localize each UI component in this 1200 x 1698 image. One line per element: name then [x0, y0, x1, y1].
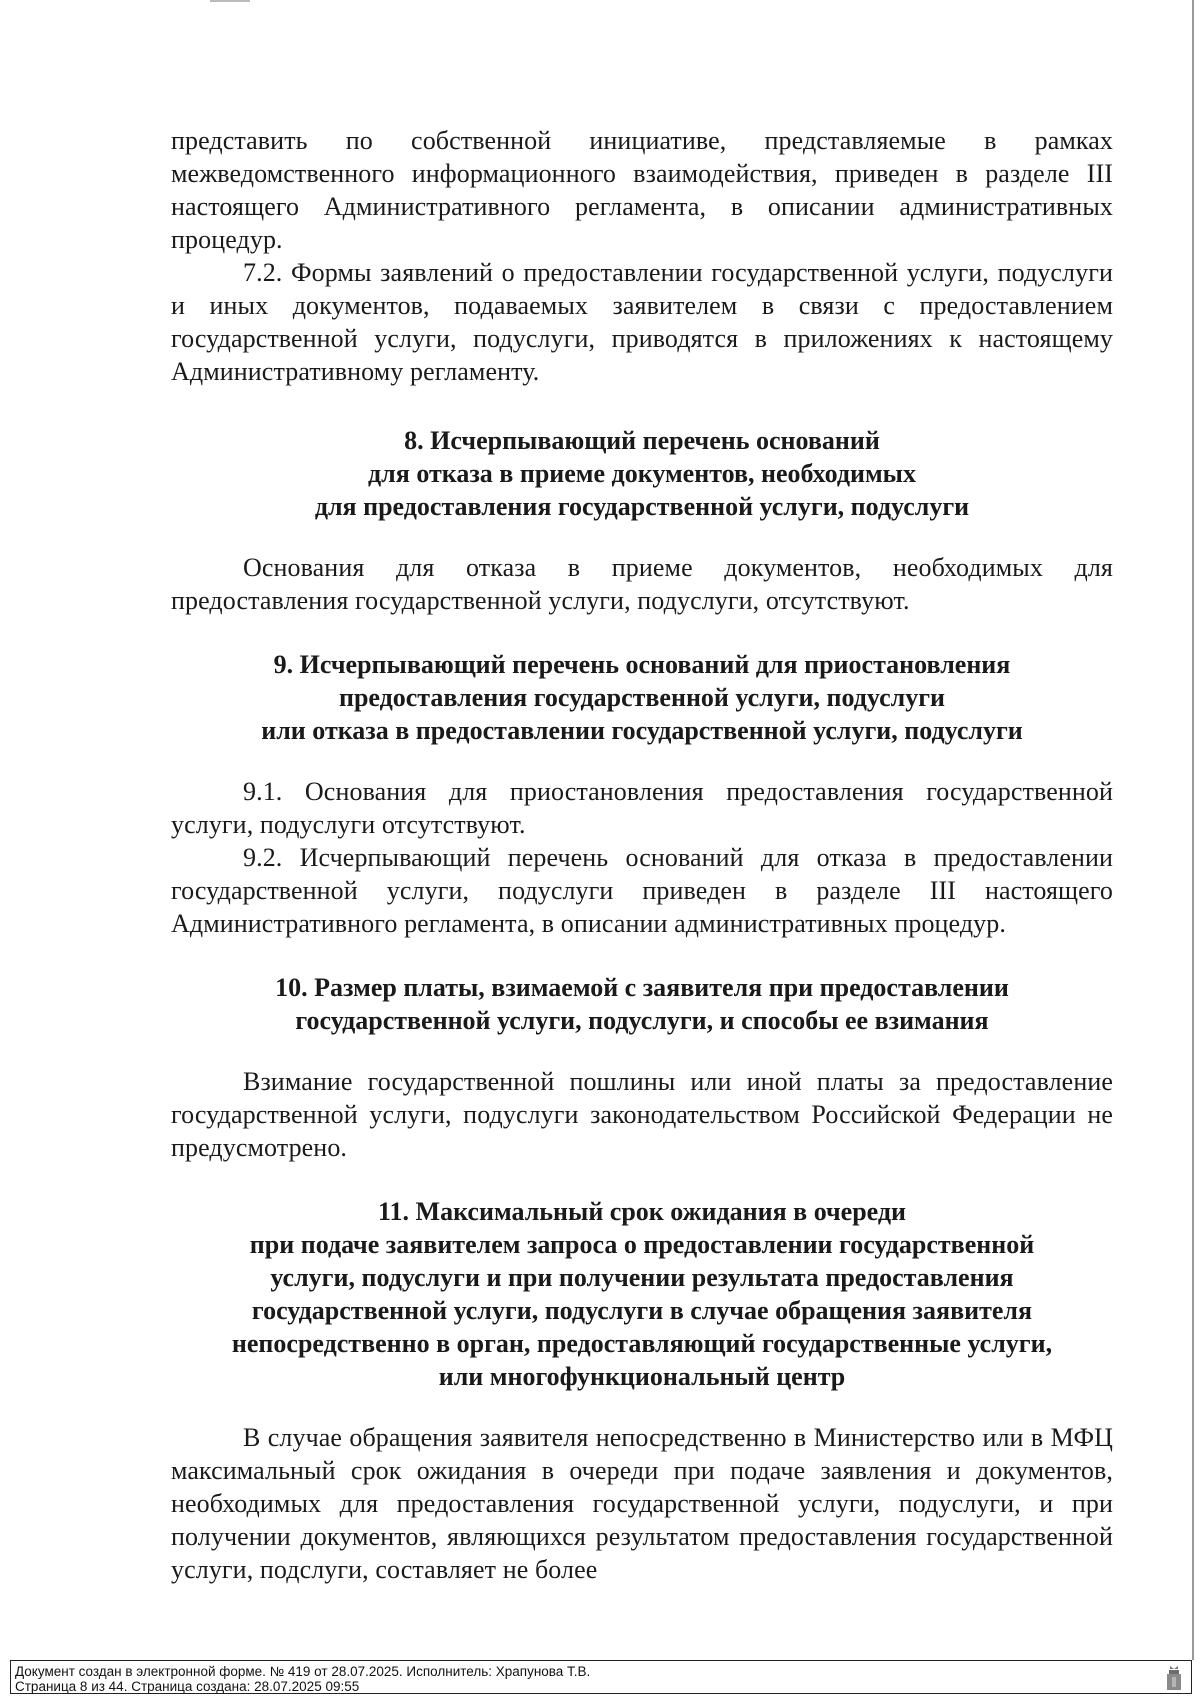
emblem-icon [1165, 1665, 1183, 1691]
section-11-paragraph: В случае обращения заявителя непосредственно в Министерство или в МФЦ максимальный срок ожидания в очереди при подаче заявления и документов, необходимых для предоставления государственной услуги, подуслуги, и при получении документов, являющихся результатом предоставления государственной услуги, подслуги, составляет не более [171, 1423, 1113, 1584]
heading-line: государственной услуги, подуслуги, и способы ее взимания [295, 1006, 989, 1035]
section-11-heading [171, 1195, 1113, 1393]
heading-line: услуги, подуслуги и при получении результата предоставления [270, 1263, 1014, 1292]
section-8-heading [171, 424, 1113, 523]
heading-line: предоставления государственной услуги, подуслуги [338, 683, 946, 712]
paragraph-continuation: представить по собственной инициативе, представляемые в рамках межведомственного информационного взаимодействия, приведен в разделе III настоящего Административного регламента, в описании административных процедур. [171, 126, 1113, 254]
heading-line: или многофункциональный центр [438, 1362, 846, 1391]
section-9-heading [171, 648, 1113, 747]
heading-line: 9. Исчерпывающий перечень оснований для приостановления [273, 650, 1011, 679]
section-10-heading [171, 971, 1113, 1037]
document-footer [10, 1660, 1192, 1694]
heading-line: для отказа в приеме документов, необходимых [368, 459, 916, 488]
heading-line: 8. Исчерпывающий перечень оснований [404, 426, 880, 455]
heading-line: государственной услуги, подуслуги в случае обращения заявителя [251, 1296, 1033, 1325]
footer-line-2: Страница 8 из 44. Страница создана: 28.07.2025 09:55 [15, 1679, 360, 1694]
paragraph-9-1: 9.1. Основания для приостановления предоставления государственной услуги, подуслуги отсутствуют. [171, 777, 1113, 839]
scan-edge-right [1192, 0, 1194, 1660]
heading-line: при подаче заявителем запроса о предоставлении государственной [249, 1230, 1035, 1259]
heading-line: 10. Размер платы, взимаемой с заявителя при предоставлении [275, 973, 1009, 1002]
scan-edge-top [210, 0, 250, 2]
paragraph-7-2: 7.2. Формы заявлений о предоставлении государственной услуги, подуслуги и иных документов, подаваемых заявителем в связи с предоставлением государственной услуги, подуслуги, приводятся в приложениях к настоящему Административному регламенту. [171, 258, 1113, 386]
section-8-paragraph: Основания для отказа в приеме документов, необходимых для предоставления государственной услуги, подуслуги, отсутствуют. [171, 553, 1113, 615]
paragraph-9-2: 9.2. Исчерпывающий перечень оснований для отказа в предоставлении государственной услуги, подуслуги приведен в разделе III настоящего Административного регламента, в описании административных процедур. [171, 843, 1113, 938]
heading-line: или отказа в предоставлении государственной услуги, подуслуги [261, 716, 1023, 745]
heading-line: для предоставления государственной услуги, подуслуги [314, 492, 970, 521]
heading-line: 11. Максимальный срок ожидания в очереди [377, 1197, 907, 1226]
footer-line-1: Документ создан в электронной форме. № 419 от 28.07.2025. Исполнитель: Храпунова Т.В. [15, 1664, 591, 1679]
heading-line: непосредственно в орган, предоставляющий государственные услуги, [231, 1329, 1053, 1358]
document-body [171, 124, 1113, 1586]
section-10-paragraph: Взимание государственной пошлины или иной платы за предоставление государственной услуги, подуслуги законодательством Российской Федерации не предусмотрено. [171, 1067, 1113, 1162]
